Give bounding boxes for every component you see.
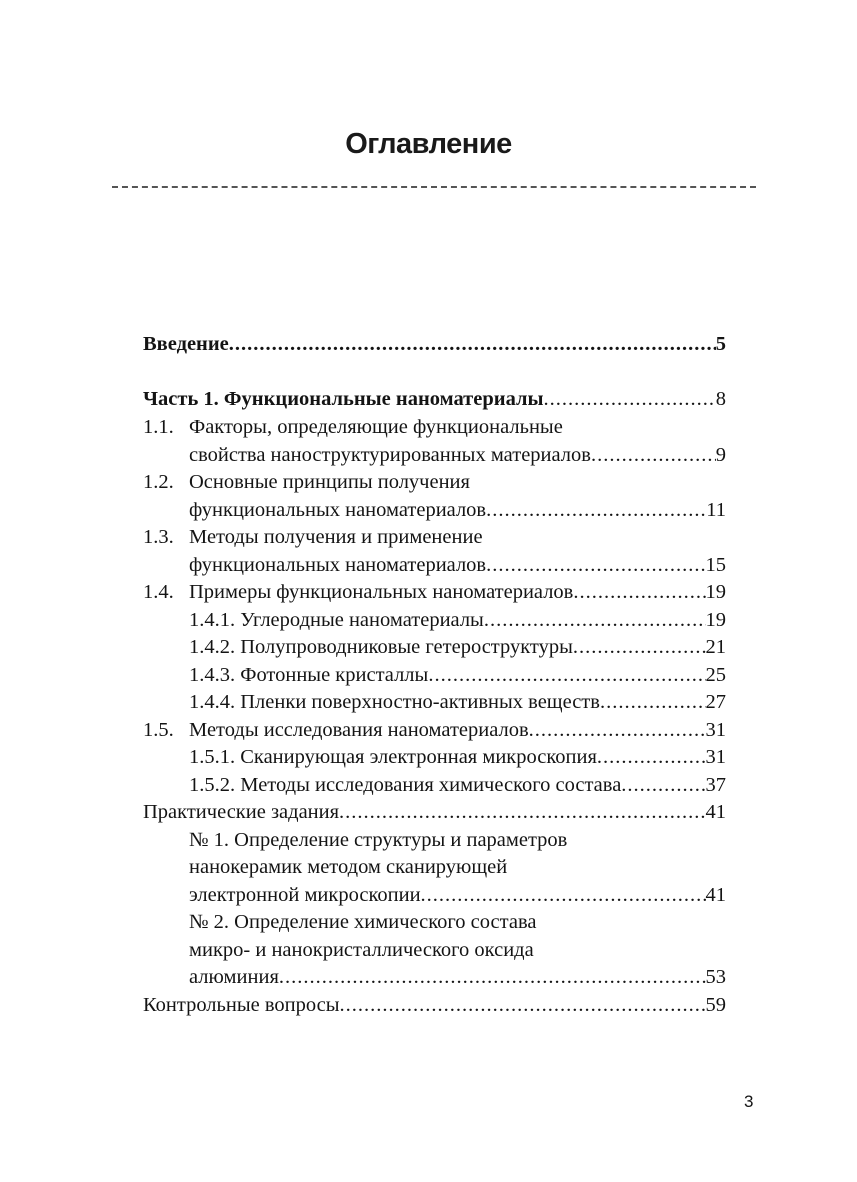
dot-leader bbox=[486, 551, 705, 579]
toc-entry-1-3 bbox=[143, 523, 726, 551]
dot-leader bbox=[339, 798, 705, 826]
toc-section-number: 1.5. bbox=[143, 719, 174, 741]
toc-entry-task-2-cont bbox=[143, 936, 726, 964]
toc-page-number: 19 bbox=[705, 581, 726, 603]
toc-page-number: 21 bbox=[705, 636, 726, 658]
toc-entry-text: алюминия bbox=[189, 966, 279, 988]
toc-entry-text: 1.4.4. Пленки поверхностно-активных веществ bbox=[189, 691, 600, 713]
toc-page-number: 19 bbox=[705, 609, 726, 631]
toc-entry-text: функциональных наноматериалов bbox=[189, 499, 487, 521]
dot-leader bbox=[529, 716, 706, 744]
page-number: 3 bbox=[744, 1092, 754, 1111]
dot-leader bbox=[573, 633, 706, 661]
toc-entry-text: свойства наноструктурированных материалов bbox=[189, 444, 591, 466]
toc-entry-1-2 bbox=[143, 468, 726, 496]
toc-entry-1-4-4 bbox=[143, 688, 726, 716]
toc-entry-1-4-1 bbox=[143, 606, 726, 634]
toc-entry-1-2-cont bbox=[143, 496, 726, 524]
toc-entry-text: 1.5.1. Сканирующая электронная микроскопия bbox=[189, 746, 597, 768]
dot-leader bbox=[229, 330, 716, 358]
toc-section-number: 1.4. bbox=[143, 581, 174, 603]
toc-page-number: 27 bbox=[705, 691, 726, 713]
toc-entry-text: № 1. Определение структуры и параметров bbox=[189, 829, 568, 851]
dot-leader bbox=[621, 771, 705, 799]
toc-entry-text: Методы получения и применение bbox=[189, 526, 483, 548]
dot-leader bbox=[421, 881, 706, 909]
toc-entry-1-5-2 bbox=[143, 771, 726, 799]
dot-leader bbox=[279, 963, 706, 991]
toc-entry-1-4-3 bbox=[143, 661, 726, 689]
toc-entry-text: Основные принципы получения bbox=[189, 471, 470, 493]
toc-entry-text: функциональных наноматериалов bbox=[189, 554, 487, 576]
toc-page-number: 37 bbox=[705, 774, 726, 796]
toc-entry-1-4-2 bbox=[143, 633, 726, 661]
toc-page-number: 8 bbox=[715, 388, 726, 410]
toc-page-number: 11 bbox=[706, 499, 726, 521]
toc-section-number: 1.1. bbox=[143, 416, 174, 438]
toc-entry-text: микро- и нанокристаллического оксида bbox=[189, 939, 534, 961]
toc-section-number: 1.2. bbox=[143, 471, 174, 493]
toc-entry-1-4 bbox=[143, 578, 726, 606]
dot-leader bbox=[486, 496, 706, 524]
toc-entry-questions bbox=[143, 991, 726, 1019]
dot-leader bbox=[600, 688, 706, 716]
toc-page-number: 59 bbox=[705, 994, 726, 1016]
toc-entry-1-1-cont bbox=[143, 441, 726, 469]
toc-entry-text: Контрольные вопросы bbox=[143, 994, 340, 1016]
toc-entry-task-2 bbox=[143, 908, 726, 936]
toc-entry-task-1-cont bbox=[143, 853, 726, 881]
toc-entry-practical bbox=[143, 798, 726, 826]
toc-page-number: 41 bbox=[705, 884, 726, 906]
toc-section-number: 1.3. bbox=[143, 526, 174, 548]
dot-leader bbox=[591, 441, 716, 469]
toc-page-number: 5 bbox=[715, 333, 726, 355]
toc-entry-text: № 2. Определение химического состава bbox=[189, 911, 537, 933]
toc-entry-task-1-cont2 bbox=[143, 881, 726, 909]
toc-page-number: 9 bbox=[715, 444, 726, 466]
toc-entry-task-2-cont2 bbox=[143, 963, 726, 991]
page-title: Оглавление bbox=[345, 128, 512, 160]
dot-leader bbox=[340, 991, 706, 1019]
toc-entry-part-1 bbox=[143, 385, 726, 413]
toc-entry-text: 1.4.1. Углеродные наноматериалы bbox=[189, 609, 484, 631]
toc-entry-text: Факторы, определяющие функциональные bbox=[189, 416, 563, 438]
toc-page-number: 25 bbox=[705, 664, 726, 686]
toc-entry-intro bbox=[143, 330, 726, 358]
toc-entry-text: Примеры функциональных наноматериалов bbox=[189, 581, 574, 603]
dot-leader bbox=[597, 743, 706, 771]
toc-page-number: 41 bbox=[705, 801, 726, 823]
toc-page-number: 31 bbox=[705, 719, 726, 741]
toc-entry-text: Методы исследования наноматериалов bbox=[189, 719, 529, 741]
dot-leader bbox=[544, 385, 716, 413]
toc-entry-text: Часть 1. Функциональные наноматериалы bbox=[143, 388, 544, 410]
dot-leader bbox=[484, 606, 706, 634]
toc-entry-1-5 bbox=[143, 716, 726, 744]
dot-leader bbox=[573, 578, 705, 606]
dot-leader bbox=[428, 661, 705, 689]
toc-entry-text: Практические задания bbox=[143, 801, 340, 823]
toc-page-number: 15 bbox=[705, 554, 726, 576]
toc-entry-text: 1.4.2. Полупроводниковые гетероструктуры bbox=[189, 636, 573, 658]
toc-page-number: 53 bbox=[705, 966, 726, 988]
toc-entry-text: электронной микроскопии bbox=[189, 884, 421, 906]
toc-entry-1-5-1 bbox=[143, 743, 726, 771]
toc-entry-text: Введение bbox=[143, 333, 229, 355]
toc-entry-text: 1.5.2. Методы исследования химического состава bbox=[189, 774, 622, 796]
toc-page-number: 31 bbox=[705, 746, 726, 768]
toc-entry-text: нанокерамик методом сканирующей bbox=[189, 856, 508, 878]
toc-entry-1-1 bbox=[143, 413, 726, 441]
toc-entry-1-3-cont bbox=[143, 551, 726, 579]
toc-entry-text: 1.4.3. Фотонные кристаллы bbox=[189, 664, 429, 686]
title-divider bbox=[112, 186, 756, 188]
toc-entry-task-1 bbox=[143, 826, 726, 854]
